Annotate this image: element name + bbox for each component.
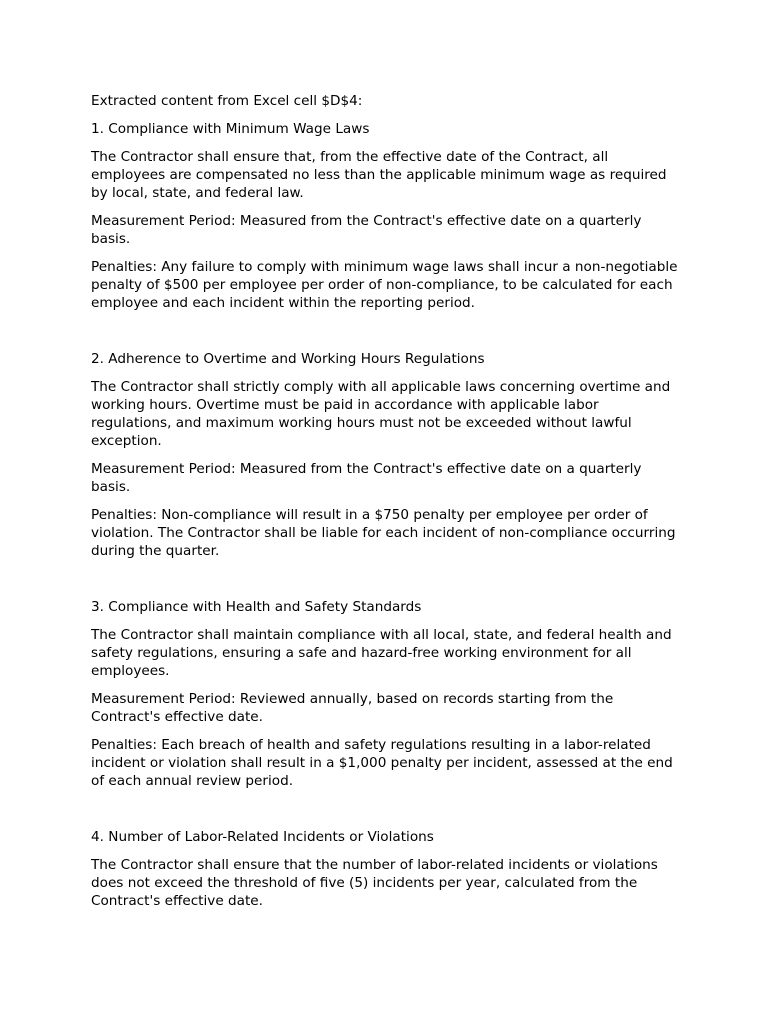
section-body: The Contractor shall maintain compliance with all local, state, and federal health and safety regulations, ensuring a safe and hazard-free working environment for all employees. <box>91 627 672 679</box>
measurement-period: Measurement Period: Reviewed annually, based on records starting from the Contract's effective date. <box>91 691 614 725</box>
intro-text: Extracted content from Excel cell $D$4: <box>91 93 363 109</box>
section-body: The Contractor shall strictly comply with all applicable laws concerning overtime and working hours. Overtime must be paid in accordance with applicable labor regulations, and maximum working hours must not be exceeded without lawful exception. <box>91 379 671 449</box>
section-title: 3. Compliance with Health and Safety Standards <box>91 599 422 615</box>
section-title: 4. Number of Labor-Related Incidents or Violations <box>91 829 434 845</box>
document-page <box>91 92 681 910</box>
measurement-period: Measurement Period: Measured from the Contract's effective date on a quarterly basis. <box>91 461 642 495</box>
penalties: Penalties: Any failure to comply with minimum wage laws shall incur a non-negotiable penalty of $500 per employee per order of non-compliance, to be calculated for each employee and each incident within the reporting period. <box>91 259 678 311</box>
section-title: 1. Compliance with Minimum Wage Laws <box>91 121 370 137</box>
section-overtime <box>91 350 681 560</box>
section-minimum-wage <box>91 120 681 312</box>
measurement-period: Measurement Period: Measured from the Contract's effective date on a quarterly basis. <box>91 213 642 247</box>
section-body: The Contractor shall ensure that, from the effective date of the Contract, all employees are compensated no less than the applicable minimum wage as required by local, state, and federal law. <box>91 149 667 201</box>
penalties: Penalties: Each breach of health and safety regulations resulting in a labor-related incident or violation shall result in a $1,000 penalty per incident, assessed at the end of each annual review period. <box>91 737 673 789</box>
penalties: Penalties: Non-compliance will result in a $750 penalty per employee per order of violation. The Contractor shall be liable for each incident of non-compliance occurring during the quarter. <box>91 507 676 559</box>
section-health-safety <box>91 598 681 790</box>
section-title: 2. Adherence to Overtime and Working Hours Regulations <box>91 351 485 367</box>
section-body: The Contractor shall ensure that the number of labor-related incidents or violations does not exceed the threshold of five (5) incidents per year, calculated from the Contract's effective date. <box>91 857 658 909</box>
section-incidents <box>91 828 681 910</box>
